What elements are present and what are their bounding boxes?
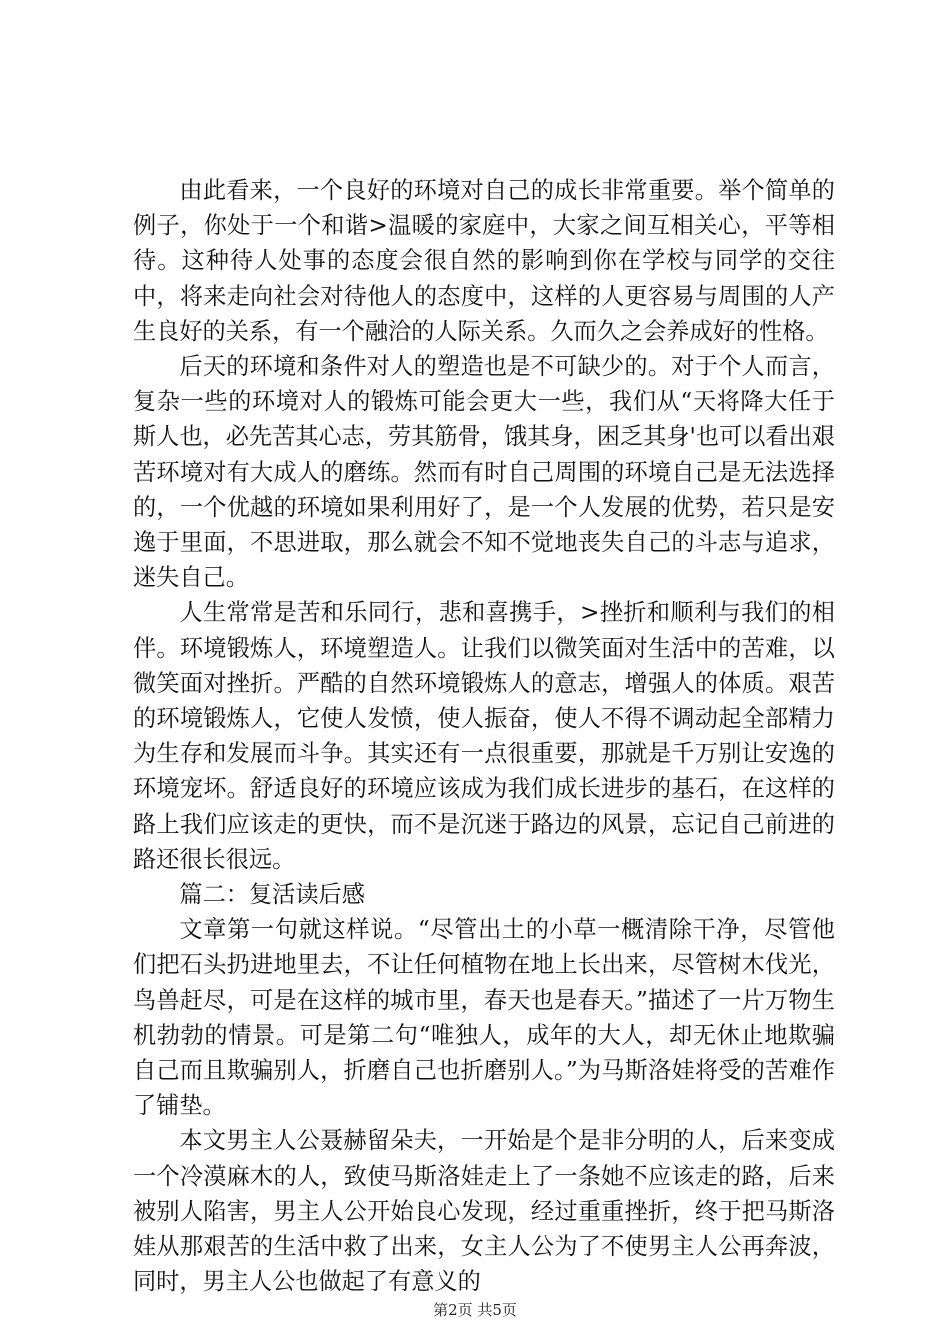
paragraph-acquired-environment: 后天的环境和条件对人的塑造也是不可缺少的。对于个人而言，复杂一些的环境对人的锻炼可能会更大一些，我们从“天将降大任于斯人也，必先苦其心志，劳其筋骨，饿其身，困乏其身'也可以看出艰苦环境对有大成人的磨练。然而有时自己周围的环境自己是无法选择的，一个优越的环境如果利用好了，是一个人发展的优势，若只是安逸于里面，不思进取，那么就会不知不觉地丧失自己的斗志与追求，迷失自己。 bbox=[133, 353, 835, 592]
paragraph-opening-sentence: 文章第一句就这样说。“尽管出土的小草一概清除干净，尽管他们把石头扔进地里去，不让任何植物在地上长出来，尽管树木伐光，鸟兽赶尽，可是在这样的城市里，春天也是春天。”描述了一片万物生机勃勃的情景。可是第二句“唯独人，成年的大人，却无休止地欺骗自己而且欺骗别人，折磨自己也折磨别人。”为马斯洛娃将受的苦难作了铺垫。 bbox=[133, 916, 835, 1120]
paragraph-environment-importance: 由此看来，一个良好的环境对自己的成长非常重要。举个简单的例子，你处于一个和谐>温暖的家庭中，大家之间互相关心，平等相待。这种待人处事的态度会很自然的影响到你在学校与同学的交往中，将来走向社会对待他人的态度中，这样的人更容易与周围的人产生良好的关系，有一个融洽的人际关系。久而久之会养成好的性格。 bbox=[133, 177, 835, 345]
paragraph-protagonist: 本文男主人公聂赫留朵夫，一开始是个是非分明的人，后来变成一个冷漠麻木的人，致使马斯洛娃走上了一条她不应该走的路，后来被别人陷害，男主人公开始良心发现，经过重重挫折，终于把马斯洛娃从那艰苦的生活中救了出来，女主人公为了不使男主人公再奔波，同时，男主人公也做起了有意义的 bbox=[133, 1127, 835, 1296]
section-heading: 篇二：复活读后感 bbox=[179, 881, 365, 909]
document-body bbox=[133, 173, 835, 1300]
page-footer bbox=[0, 1300, 950, 1320]
page-number-label: 第2页 共5页 bbox=[433, 1301, 517, 1319]
paragraph-life-hardship: 人生常常是苦和乐同行，悲和喜携手，>挫折和顺利与我们的相伴。环境锻炼人，环境塑造人。让我们以微笑面对生活中的苦难，以微笑面对挫折。严酷的自然环境锻炼人的意志，增强人的体质。艰苦的环境锻炼人，它使人发愤，使人振奋，使人不得不调动起全部精力为生存和发展而斗争。其实还有一点很重要，那就是千万别让安逸的环境宠坏。舒适良好的环境应该成为我们成长进步的基石，在这样的路上我们应该走的更快，而不是沉迷于路边的风景，忘记自己前进的路还很长很远。 bbox=[133, 599, 835, 873]
